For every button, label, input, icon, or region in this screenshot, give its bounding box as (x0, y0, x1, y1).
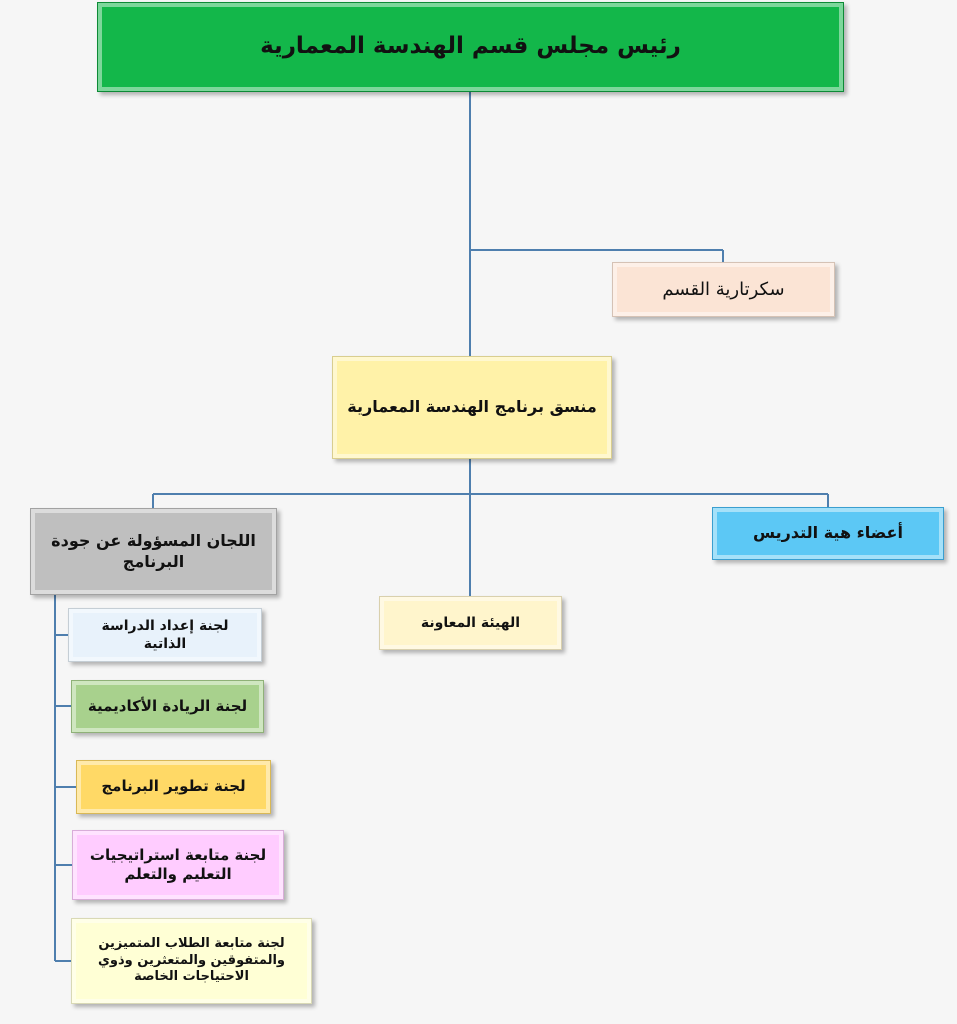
committee-student-follow-up-box (71, 918, 312, 1004)
program-coordinator-box (332, 356, 612, 459)
committee-student-follow-up-line-3: الاحتياجات الخاصة (134, 969, 249, 985)
quality-committees-box (30, 508, 277, 595)
faculty-members-label: أعضاء هية التدريس (753, 523, 903, 543)
quality-committees-label-line-1: اللجان المسؤولة عن جودة (51, 530, 256, 550)
assistant-staff-box (379, 596, 562, 650)
committee-academic-leadership-box (71, 680, 264, 733)
faculty-members-box (712, 507, 944, 560)
committee-program-development-box (76, 760, 271, 814)
quality-committees-label-line-2: البرنامج (122, 551, 185, 571)
secretary-label: سكرتارية القسم (662, 278, 785, 300)
department-head-box (97, 2, 844, 92)
committee-teaching-strategies-line-2: التعليم والتعلم (124, 865, 232, 883)
department-head-label: رئيس مجلس قسم الهندسة المعمارية (260, 33, 681, 60)
committee-self-study-box (68, 608, 262, 662)
committee-teaching-strategies-box (72, 830, 284, 900)
program-coordinator-label: منسق برنامج الهندسة المعمارية (347, 397, 597, 417)
assistant-staff-label: الهيئة المعاونة (420, 614, 521, 631)
committee-program-development-label: لجنة تطوير البرنامج (101, 777, 246, 796)
committee-self-study-line-1: لجنة إعداد الدراسة (101, 617, 229, 634)
committee-teaching-strategies-line-1: لجنة متابعة استراتيجيات (89, 845, 267, 864)
committee-student-follow-up-line-2: والمتفوقين والمتعثرين وذوي (98, 952, 286, 968)
secretary-box (612, 262, 835, 317)
committee-academic-leadership-label: لجنة الريادة الأكاديمية (87, 696, 248, 715)
committee-student-follow-up-line-1: لجنة متابعة الطلاب المتميزين (98, 935, 285, 951)
committee-self-study-line-2: الذاتية (143, 636, 187, 652)
